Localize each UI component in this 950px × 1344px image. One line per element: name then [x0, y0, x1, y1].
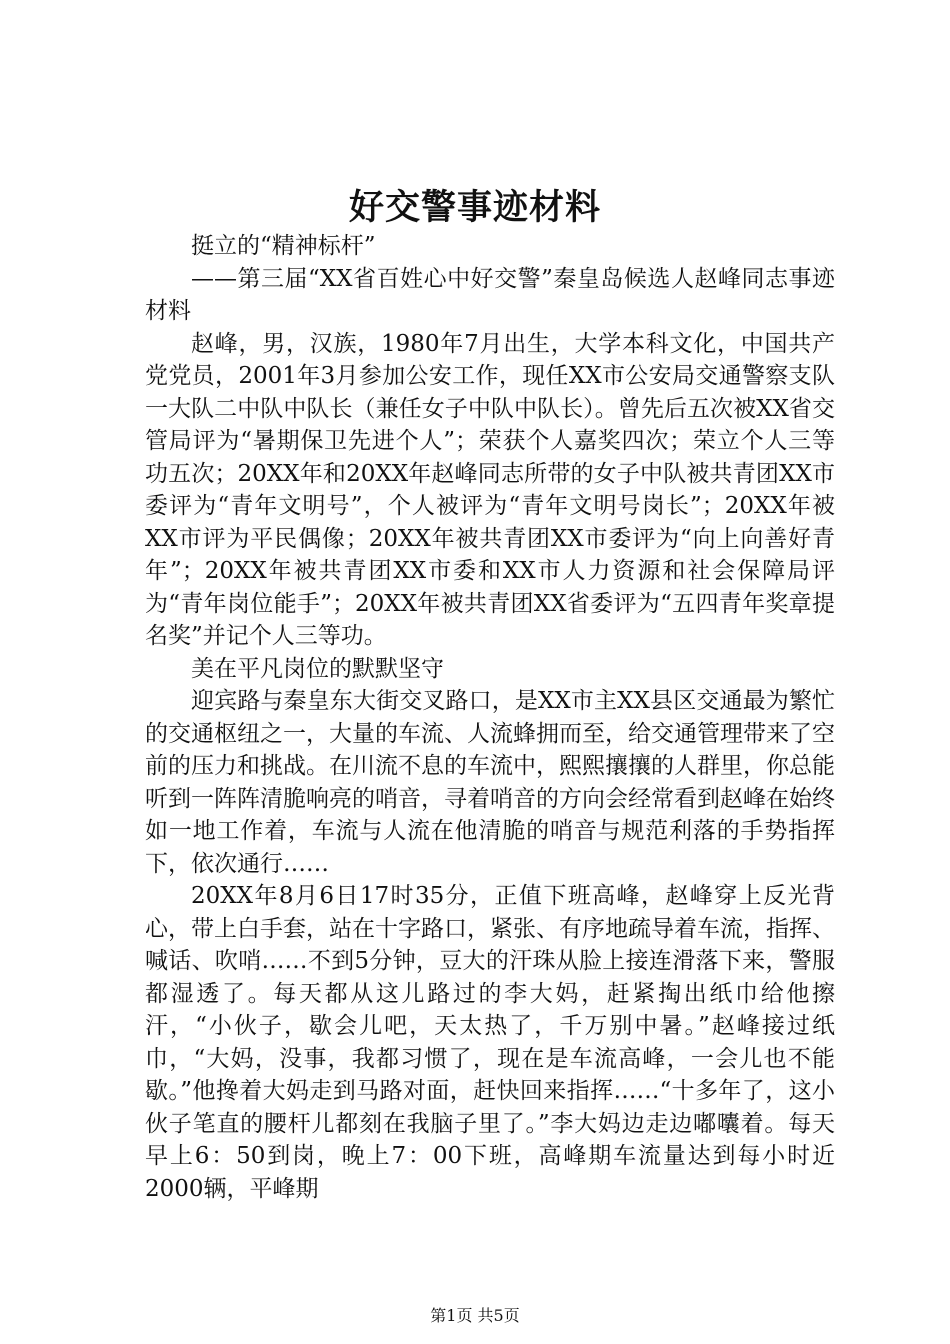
body-paragraph: 20XX年8月6日17时35分，正值下班高峰，赵峰穿上反光背心，带上白手套，站在十字路口，紧张、有序地疏导着车流，指挥、喊话、吹哨……不到5分钟，豆大的汗珠从脸上接连滑落下来，警服都湿透了。每天都从这儿路过的李大妈，赶紧掏出纸巾给他擦汗，“小伙子，歇会儿吧，天太热了，千万别中暑。”赵峰接过纸巾，“大妈，没事，我都习惯了，现在是车流高峰，一会儿也不能歇。”他搀着大妈走到马路对面，赶快回来指挥……“十多年了，这小伙子笔直的腰杆儿都刻在我脑子里了。”李大妈边走边嘟囔着。每天早上6：50到岗，晚上7：00下班，高峰期车流量达到每小时近2000辆，平峰期 [145, 883, 835, 1202]
body-paragraph: 迎宾路与秦皇东大街交叉路口，是XX市主XX县区交通最为繁忙的交通枢纽之一，大量的车流、人流蜂拥而至，给交通管理带来了空前的压力和挑战。在川流不息的车流中，熙熙攘攘的人群里，你总能听到一阵阵清脆响亮的哨音，寻着哨音的方向会经常看到赵峰在始终如一地工作着，车流与人流在他清脆的哨音与规范利落的手势指挥下，依次通行…… [145, 688, 835, 877]
document-body [145, 230, 835, 1205]
subtitle-paragraph: 挺立的“精神标杆” [191, 233, 376, 259]
document-title: 好交警事迹材料 [348, 187, 601, 228]
intro-paragraph: 赵峰，男，汉族，1980年7月出生，大学本科文化，中国共产党党员，2001年3月参加公安工作，现任XX市公安局交通警察支队一大队二中队中队长（兼任女子中队中队长）。曾先后五次被XX省交管局评为“暑期保卫先进个人”；荣获个人嘉奖四次；荣立个人三等功五次；20XX年和20XX年赵峰同志所带的女子中队被共青团XX市委评为“青年文明号”，个人被评为“青年文明号岗长”；20XX年被XX市评为平民偶像；20XX年被共青团XX市委评为“向上向善好青年”；20XX年被共青团XX市委和XX市人力资源和社会保障局评为“青年岗位能手”；20XX年被共青团XX省委评为“五四青年奖章提名奖”并记个人三等功。 [145, 330, 835, 649]
page-footer: 第1页 共5页 [430, 1306, 520, 1325]
subtitle-detail-paragraph: ——第三届“XX省百姓心中好交警”秦皇岛候选人赵峰同志事迹材料 [145, 265, 835, 324]
section-heading-paragraph: 美在平凡岗位的默默坚守 [191, 655, 444, 682]
